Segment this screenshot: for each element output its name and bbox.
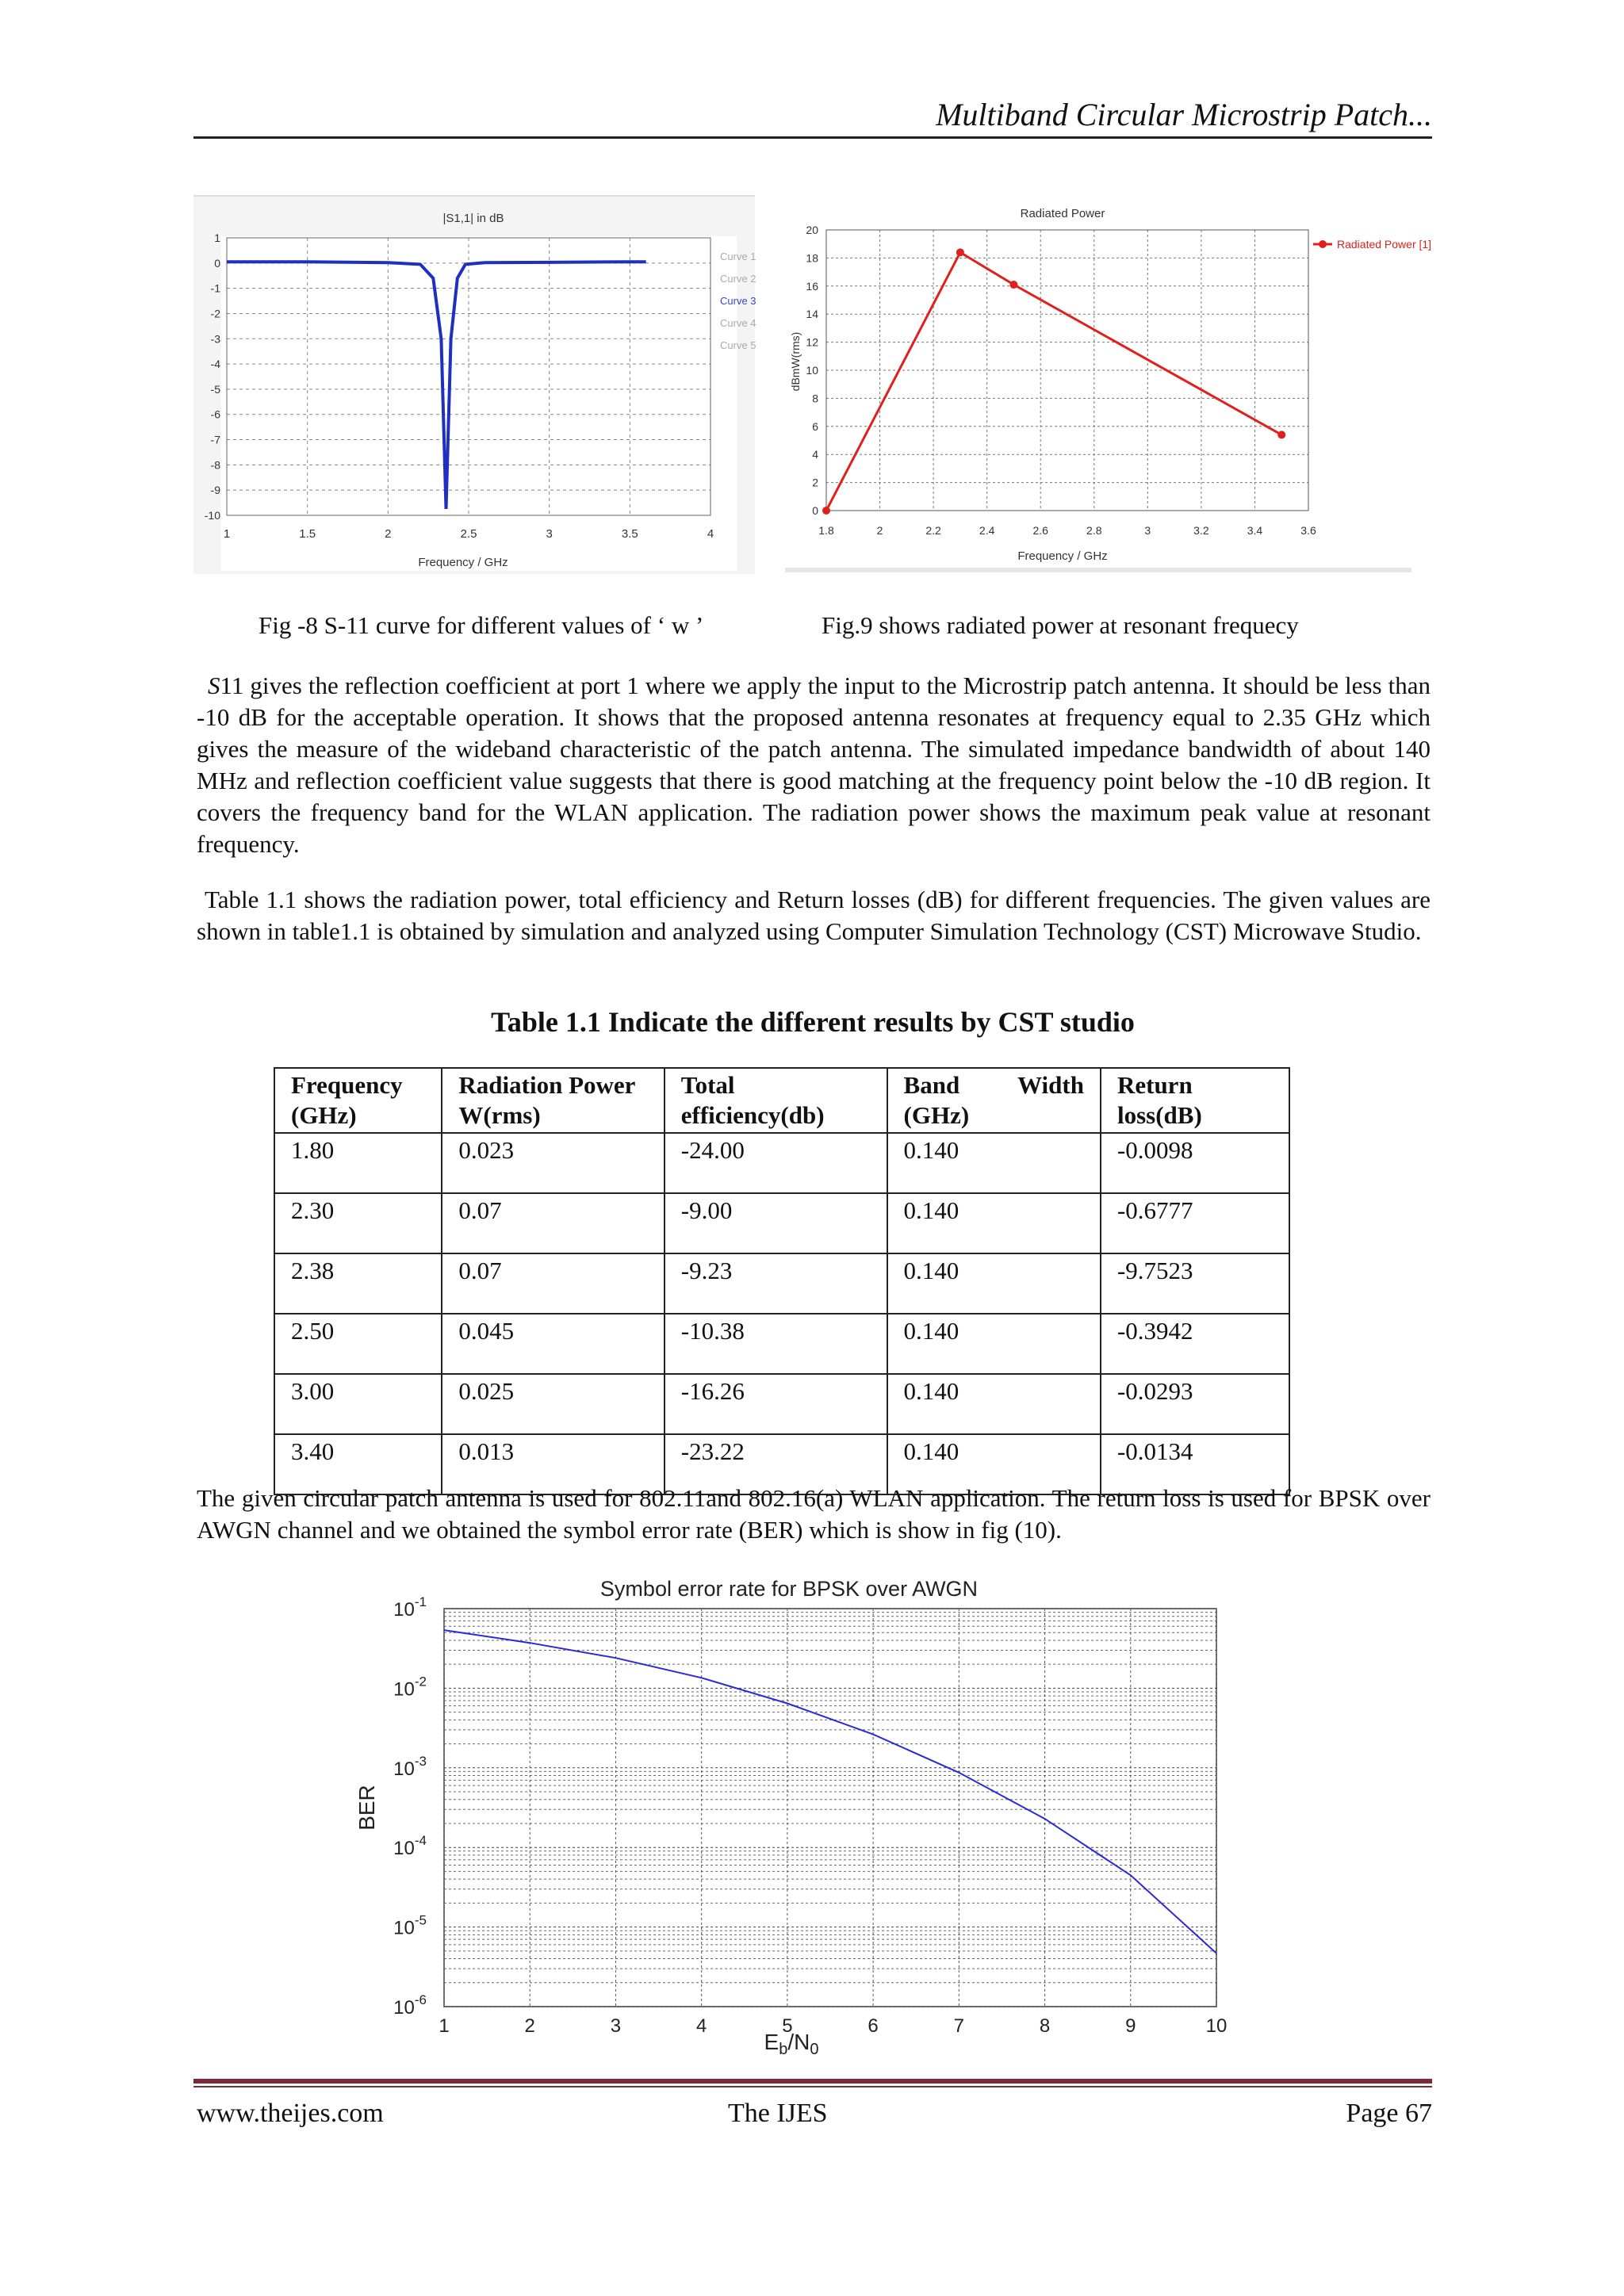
rp-x-tick-label: 2.2 (925, 524, 941, 537)
ber-x-tick-label: 1 (439, 2015, 450, 2037)
table-row: 2.30 0.07 -9.00 0.140 -0.6777 (274, 1193, 1289, 1253)
footer-page-number: Page 67 (1346, 2099, 1432, 2128)
s11-legend-entry: Curve 4 (720, 317, 756, 329)
s11-x-tick-label: 1.5 (299, 527, 316, 541)
s11-chart-title: |S1,1| in dB (442, 212, 504, 225)
rp-x-tick-label: 2.6 (1032, 524, 1048, 537)
s11-y-tick-label: -3 (210, 332, 220, 346)
rp-y-tick-label: 18 (806, 251, 818, 265)
paragraph-table-intro: Table 1.1 shows the radiation power, total efficiency and Return losses (dB) for different frequencies. The given values are shown in table1.1 is obtained by simulation and analyzed using Computer Simulation Technology (CST) Microwave Studio. (197, 886, 1431, 945)
running-header: Multiband Circular Microstrip Patch... (936, 97, 1432, 132)
s11-x-tick-label: 3.5 (621, 527, 638, 541)
ber-x-tick-label: 2 (524, 2015, 535, 2037)
paragraph-s11 (197, 670, 1431, 860)
rp-x-tick-label: 2 (876, 524, 883, 537)
ber-x-tick-label: 3 (610, 2015, 622, 2037)
fig9-caption: Fig.9 shows radiated power at resonant frequecy (822, 611, 1299, 639)
radiated-power-x-label: Frequency / GHz (1017, 549, 1108, 563)
rp-y-tick-label: 6 (812, 419, 818, 433)
radiated-power-series (826, 252, 1281, 511)
ber-y-tick-label: $10^{-6}$ (393, 1992, 427, 2019)
rp-data-point (956, 248, 964, 256)
figure-10 (333, 1574, 1245, 2069)
s11-y-tick-label: -7 (210, 433, 220, 446)
s11-x-axis-label: Frequency / GHz (418, 556, 508, 569)
table-row: 3.40 0.013 -23.22 0.140 -0.0134 (274, 1434, 1289, 1494)
s11-y-tick-label: -5 (210, 382, 220, 396)
rp-y-tick-label: 0 (812, 504, 818, 517)
footer-website: www.theijes.com (197, 2099, 384, 2128)
s11-y-tick-label: -2 (210, 307, 220, 320)
ber-y-label: BER (354, 1785, 379, 1831)
table-row: 3.00 0.025 -16.26 0.140 -0.0293 (274, 1374, 1289, 1434)
radiated-power-y-label: dBmW(rms) (789, 331, 802, 392)
table-row: 1.80 0.023 -24.00 0.140 -0.0098 (274, 1133, 1289, 1193)
fig9-bottom-strip (785, 568, 1411, 572)
header-radiation-power: Radiation Power W(rms) (442, 1068, 664, 1133)
ber-x-tick-label: 5 (782, 2015, 793, 2037)
footer-journal: The IJES (728, 2099, 828, 2128)
header-frequency: Frequency (GHz) (274, 1068, 442, 1133)
rp-y-tick-label: 16 (806, 279, 818, 293)
rp-x-tick-label: 3.4 (1247, 524, 1263, 537)
rp-y-tick-label: 2 (812, 476, 818, 489)
ber-y-tick-label: $10^{-3}$ (393, 1753, 427, 1780)
rp-data-point (1277, 430, 1285, 438)
rp-x-tick-label: 3.6 (1300, 524, 1316, 537)
footer-rule-thin (193, 2086, 1432, 2087)
s11-x-tick-label: 2.5 (460, 527, 477, 541)
ber-x-tick-label: 8 (1039, 2015, 1051, 2037)
s11-legend-entry: Curve 1 (720, 251, 756, 262)
s11-chart (193, 197, 755, 574)
ber-x-tick-label: 4 (695, 2015, 707, 2037)
rp-legend-label: Radiated Power [1] (1337, 238, 1432, 251)
ber-x-tick-label: 7 (953, 2015, 965, 2037)
table-title: Table 1.1 Indicate the different results by CST studio (491, 1006, 1135, 1038)
paragraph-s11-text: 11 gives the reflection coefficient at port 1 where we apply the input to the Microstrip patch antenna. It should be less than -10 dB for the acceptable operation. It shows that the proposed antenna resonates at frequency equal to 2.35 GHz which gives the measure of the wideband characteristic of the patch antenna. The simulated impedance bandwidth of about 140 MHz and reflection coefficient value suggests that there is good matching at the frequency point below the -10 dB region. It covers the frequency band for the WLAN application. The radiation power shows the maximum peak value at resonant frequency. (197, 672, 1431, 858)
table-row: 2.50 0.045 -10.38 0.140 -0.3942 (274, 1314, 1289, 1374)
ber-y-tick-label: $10^{-1}$ (393, 1594, 427, 1621)
radiated-power-title: Radiated Power (1020, 207, 1105, 220)
s11-y-tick-label: -6 (210, 408, 220, 421)
s11-y-tick-label: -4 (210, 358, 220, 371)
s11-legend-entry: Curve 2 (720, 273, 756, 285)
s11-symbol: S (208, 672, 220, 699)
s11-y-tick-label: -10 (204, 509, 220, 522)
table-header-row (274, 1068, 1289, 1133)
s11-x-tick-label: 3 (546, 527, 553, 541)
ber-y-tick-label: $10^{-5}$ (393, 1912, 427, 1939)
fig8-caption: Fig -8 S-11 curve for different values of ‘ w ’ (259, 611, 704, 639)
rp-y-tick-label: 20 (806, 224, 818, 236)
figure-8 (193, 195, 755, 574)
ber-y-tick-label: $10^{-4}$ (393, 1833, 427, 1860)
figure-9 (785, 195, 1432, 572)
header-rule (193, 136, 1432, 139)
s11-x-tick-label: 1 (223, 527, 231, 541)
rp-x-tick-label: 3 (1144, 524, 1151, 537)
rp-data-point (1009, 281, 1017, 289)
rp-y-tick-label: 10 (806, 364, 818, 377)
ber-chart-title: Symbol error rate for BPSK over AWGN (599, 1577, 979, 1601)
s11-x-tick-label: 4 (707, 527, 714, 541)
s11-y-tick-label: -1 (210, 281, 220, 295)
rp-x-tick-label: 3.2 (1193, 524, 1209, 537)
ber-x-tick-label: 6 (868, 2015, 879, 2037)
rp-data-point (822, 507, 830, 515)
paragraph-ber: The given circular patch antenna is used for 802.11and 802.16(a) WLAN application. The return loss is used for BPSK over AWGN channel and we obtained the symbol error rate (BER) which is show in fig (10). (197, 1484, 1431, 1544)
table-row: 2.38 0.07 -9.23 0.140 -9.7523 (274, 1253, 1289, 1314)
rp-legend-marker (1319, 240, 1327, 248)
header-band-width: Band Width (GHz) (887, 1068, 1101, 1133)
ber-chart (333, 1574, 1245, 2069)
s11-y-tick-label: 1 (214, 232, 220, 244)
rp-x-tick-label: 2.4 (979, 524, 995, 537)
s11-y-tick-label: -8 (210, 458, 220, 472)
results-table (274, 1067, 1290, 1495)
s11-x-tick-label: 2 (385, 527, 392, 541)
ber-plot-frame (444, 1609, 1216, 2007)
ber-x-tick-label: 9 (1125, 2015, 1136, 2037)
header-return-loss: Return loss(dB) (1101, 1068, 1289, 1133)
rp-x-tick-label: 1.8 (818, 524, 834, 537)
rp-x-tick-label: 2.8 (1086, 524, 1102, 537)
s11-plot-background (221, 236, 737, 571)
ber-y-tick-label: $10^{-2}$ (393, 1674, 427, 1701)
ber-x-label: $E_b/N_0$ (764, 2030, 819, 2058)
rp-y-tick-label: 4 (812, 448, 818, 461)
rp-y-tick-label: 8 (812, 392, 818, 405)
header-total-efficiency: Total efficiency(db) (665, 1068, 887, 1133)
rp-y-tick-label: 12 (806, 335, 818, 349)
ber-x-tick-label: 10 (1205, 2015, 1228, 2037)
s11-y-tick-label: -9 (210, 484, 220, 497)
s11-y-tick-label: 0 (214, 256, 220, 270)
s11-legend-entry: Curve 5 (720, 339, 756, 351)
radiated-power-chart (785, 195, 1432, 572)
footer-rule (193, 2079, 1432, 2084)
s11-legend-entry: Curve 3 (720, 295, 756, 307)
rp-y-tick-label: 14 (806, 308, 818, 321)
